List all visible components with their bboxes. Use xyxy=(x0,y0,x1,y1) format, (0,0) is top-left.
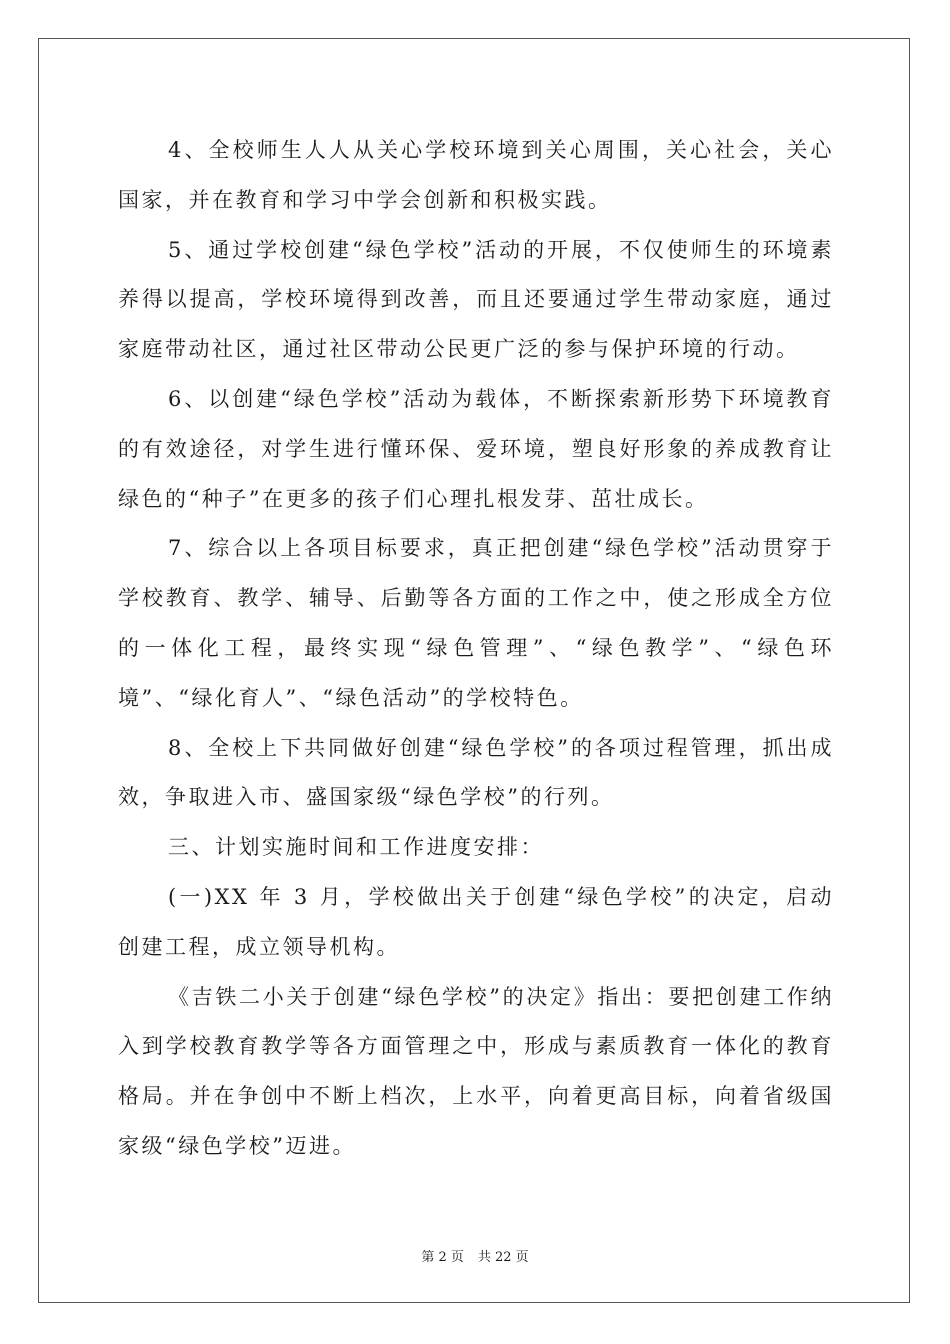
paragraph-item-6: 6、以创建“绿色学校”活动为载体，不断探索新形势下环境教育的有效途径，对学生进行懂环保、爱环境，塑良好形象的养成教育让绿色的“种子”在更多的孩子们心理扎根发芽、茁壮成长。 xyxy=(118,386,834,511)
document-body xyxy=(118,126,834,1172)
paragraph-item-4: 4、全校师生人人从关心学校环境到关心周围，关心社会，关心国家，并在教育和学习中学会创新和积极实践。 xyxy=(118,138,834,212)
paragraph-item-8: 8、全校上下共同做好创建“绿色学校”的各项过程管理，抓出成效，争取进入市、盛国家级“绿色学校”的行列。 xyxy=(118,735,834,810)
paragraph-schedule-1: (一)XX 年 3 月，学校做出关于创建“绿色学校”的决定，启动创建工程，成立领导机构。 xyxy=(118,884,834,959)
paragraph-item-5: 5、通过学校创建“绿色学校”活动的开展，不仅使师生的环境素养得以提高，学校环境得到改善，而且还要通过学生带动家庭，通过家庭带动社区，通过社区带动公民更广泛的参与保护环境的行动。 xyxy=(118,237,834,362)
page-total: 共 22 页 xyxy=(477,1250,529,1265)
page-number: 第 2 页 xyxy=(421,1250,464,1265)
section-heading-3: 三、计划实施时间和工作进度安排： xyxy=(168,835,544,860)
page-footer xyxy=(0,1246,950,1265)
paragraph-item-7: 7、综合以上各项目标要求，真正把创建“绿色学校”活动贯穿于学校教育、教学、辅导、后勤等各方面的工作之中，使之形成全方位的一体化工程，最终实现“绿色管理”、“绿色教学”、“绿色环境”、“绿化育人”、“绿色活动”的学校特色。 xyxy=(118,536,834,710)
paragraph-decision: 《吉铁二小关于创建“绿色学校”的决定》指出：要把创建工作纳入到学校教育教学等各方面管理之中，形成与素质教育一体化的教育格局。并在争创中不断上档次，上水平，向着更高目标，向着省级国家级“绿色学校”迈进。 xyxy=(118,984,834,1158)
